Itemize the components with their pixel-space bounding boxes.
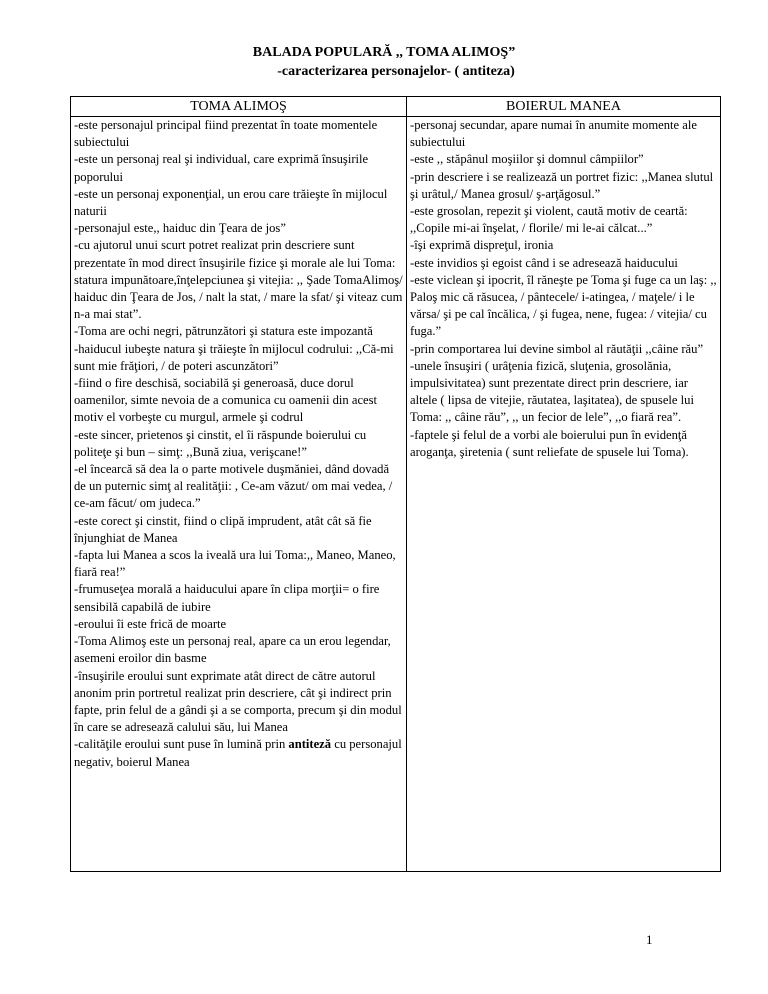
list-item: -este invidios şi egoist când i se adresează haiducului <box>410 255 678 270</box>
manea-traits-cell <box>407 117 721 872</box>
list-item: -este grosolan, repezit şi violent, caută motiv de ceartă: ,,Copile mi-ai înşelat, / florile/ mi le-ai călcat...” <box>410 204 688 236</box>
list-item: -îşi exprimă dispreţul, ironia <box>410 238 554 253</box>
document-subtitle: -caracterizarea personajelor- ( antiteza) <box>277 64 515 79</box>
list-item: -însuşirile eroului sunt exprimate atât direct de către autorul anonim prin portretul realizat prin descriere, cât şi indirect prin fapte, prin felul de a gândi şi a se comporta, precum şi din modul în care se adresează calului său, lui Manea <box>74 668 402 735</box>
list-item: -fiind o fire deschisă, sociabilă şi generoasă, duce dorul oamenilor, simte nevoia de a comunica cu oamenii din acest motiv el vorbeşte cu murgul, armele şi codrul <box>74 376 378 425</box>
list-item: -este viclean şi ipocrit, îl răneşte pe Toma şi fuge ca un laş: ,, Paloş mic că răsucea, / pântecele/ i-atingea, / maţele/ i le vărsa/ şi pe cal încălica, / şi fugea, nene, fugea: / vitejia/ cu fuga.” <box>410 272 717 339</box>
list-item: -este un personaj exponenţial, un erou care trăieşte în mijlocul naturii <box>74 186 388 219</box>
list-item: -este sincer, prietenos şi cinstit, el îi răspunde boierului cu politeţe şi bun – simţ: ,,Bună ziua, verişcane!” <box>74 427 367 459</box>
list-item: -personaj secundar, apare numai în anumite momente ale subiectului <box>410 118 697 150</box>
list-item: -prin descriere i se realizează un portret fizic: ,,Manea slutul şi urâtul,/ Manea grosul/ ş-arţăgosul.” <box>410 169 714 201</box>
list-item: -frumuseţea morală a haiducului apare în clipa morţii= o fire sensibilă capabilă de iubire <box>74 582 380 614</box>
list-item: -unele însuşiri ( urâţenia fizică, sluţenia, grosolănia, impulsivitatea) sunt prezentate direct prin descriere, iar altele ( lipsa de vitejie, răutatea, laşitatea), de spusele lui Toma: ,, câine rău”, ,, un fecior de lele”, ,,o fiară rea”. <box>410 358 694 425</box>
list-item: -cu ajutorul unui scurt potret realizat prin descriere sunt prezentate în mod direct însuşirile fizice şi morale ale lui Toma: statura impunătoare,înţelepciunea şi vitejia: ,, Şade TomaAlimoş/ haiduc din Ţeara de Jos, / nalt la stat, / mare la sfat/ şi viteaz cum n-a mai stat”. <box>74 238 403 322</box>
table-body-row <box>71 117 721 872</box>
list-item: -este ,, stăpânul moşiilor şi domnul câmpiilor” <box>410 152 644 167</box>
column-header-toma: TOMA ALIMOŞ <box>71 97 407 117</box>
list-item: -Toma Alimoş este un personaj real, apare ca un erou legendar, asemeni eroilor din basme <box>74 634 391 666</box>
page-number: 1 <box>646 932 653 947</box>
list-item: -eroului îi este frică de moarte <box>74 616 227 631</box>
comparison-table <box>70 96 721 872</box>
list-item: -prin comportarea lui devine simbol al răutăţii ,,câine rău” <box>410 341 704 356</box>
list-item: -haiducul iubeşte natura şi trăieşte în mijlocul codrului: ,,Că-mi sunt mie frăţiori, / de poteri ascunzători” <box>74 341 394 373</box>
document-title: BALADA POPULARĂ ,, TOMA ALIMOŞ” <box>252 45 516 60</box>
antiteza-bold-term: antiteză <box>288 737 332 752</box>
column-header-manea: BOIERUL MANEA <box>407 97 721 117</box>
list-item: -personajul este,, haiduc din Ţeara de jos” <box>74 221 286 236</box>
list-item: -fapta lui Manea a scos la iveală ura lui Toma:,, Maneo, Maneo, fiară rea!” <box>74 548 396 580</box>
list-item: -este personajul principal fiind prezentat în toate momentele subiectului <box>74 118 378 150</box>
antiteza-text-before: -calităţile eroului sunt puse în lumină prin <box>74 737 289 752</box>
list-item: -este corect şi cinstit, fiind o clipă imprudent, atât cât să fie înjunghiat de Manea <box>74 513 372 545</box>
antiteza-text-after: cu personajul negativ, boierul Manea <box>74 737 402 769</box>
toma-traits-cell <box>71 117 407 872</box>
list-item: -faptele şi felul de a vorbi ale boierului pun în evidenţă aroganţa, şiretenia ( sunt reliefate de spusele lui Toma). <box>410 427 689 459</box>
list-item: -este un personaj real şi individual, care exprimă însuşirile poporului <box>74 152 369 184</box>
list-item: -el încearcă să dea la o parte motivele duşmăniei, dând dovadă de un puternic simţ al realităţii: , Ce-am văzut/ om mai vedea, / ce-am făcut/ om judeca.” <box>74 462 393 511</box>
list-item-antiteza <box>74 736 403 770</box>
table-header-row <box>71 97 721 117</box>
list-item: -Toma are ochi negri, pătrunzători şi statura este impozantă <box>74 324 373 339</box>
